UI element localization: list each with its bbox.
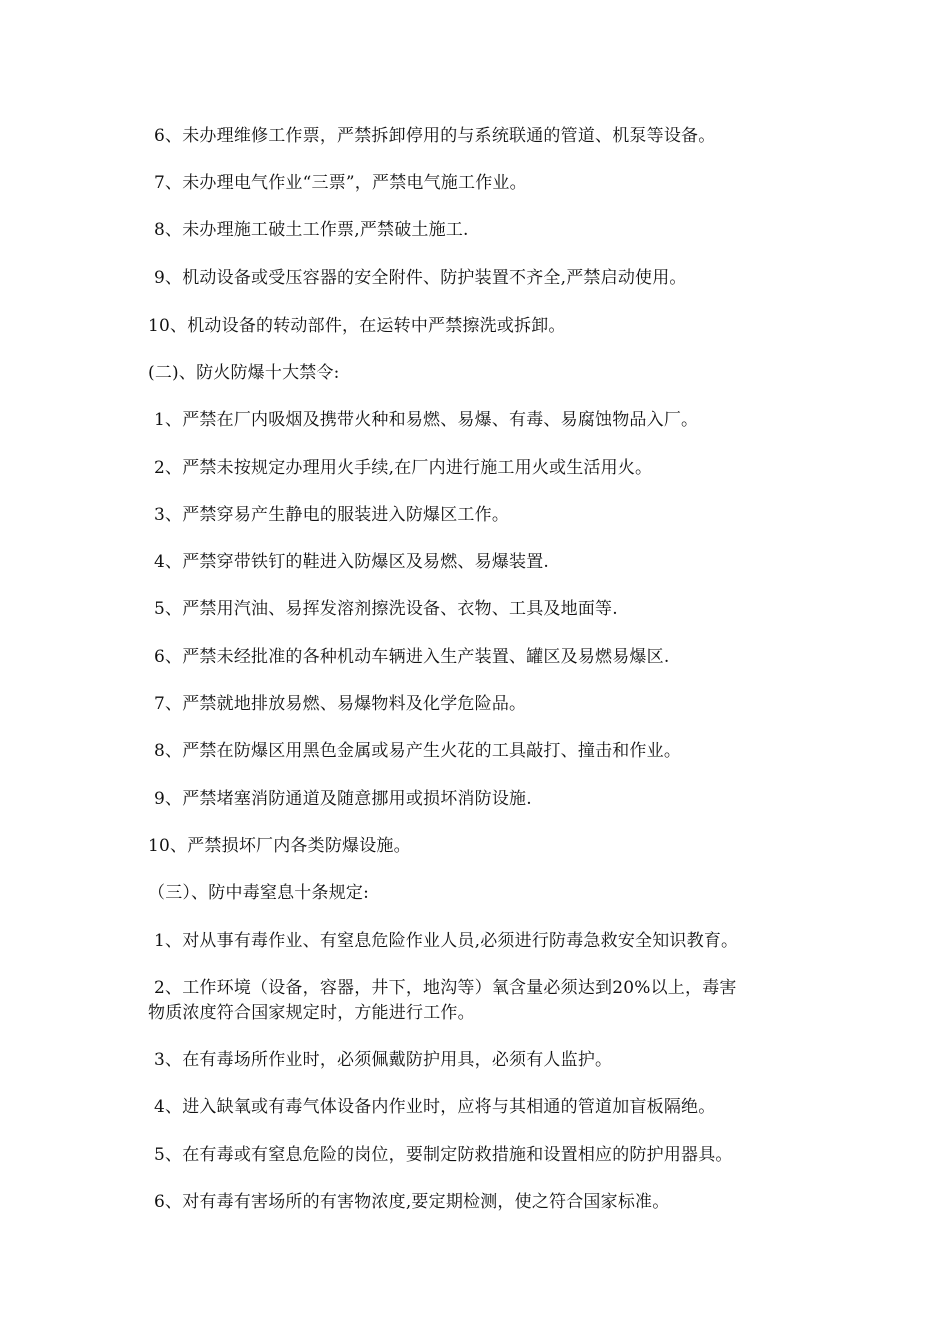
rule-line-6a: 6、未办理维修工作票，严禁拆卸停用的与系统联通的管道、机泵等设备。 xyxy=(154,126,716,146)
fire-rule-7: 7、严禁就地排放易燃、易爆物料及化学危险品。 xyxy=(154,694,527,714)
poison-rule-1: 1、对从事有毒作业、有窒息危险作业人员,必须进行防毒急救安全知识教育。 xyxy=(154,931,739,951)
poison-rule-3: 3、在有毒场所作业时，必须佩戴防护用具，必须有人监护。 xyxy=(154,1050,613,1070)
fire-rule-8: 8、严禁在防爆区用黑色金属或易产生火花的工具敲打、撞击和作业。 xyxy=(154,741,682,761)
section-heading-poison-suffocation: （三）、防中毒窒息十条规定: xyxy=(148,883,370,903)
poison-rule-2-part2: 物质浓度符合国家规定时，方能进行工作。 xyxy=(148,1003,475,1023)
fire-rule-1: 1、严禁在厂内吸烟及携带火种和易燃、易爆、有毒、易腐蚀物品入厂。 xyxy=(154,410,699,430)
rule-line-10a: 10、机动设备的转动部件，在运转中严禁擦洗或拆卸。 xyxy=(148,316,566,336)
poison-rule-2-part1: 2、工作环境（设备，容器，井下，地沟等）氧含量必须达到20%以上，毒害 xyxy=(154,978,737,998)
fire-rule-3: 3、严禁穿易产生静电的服装进入防爆区工作。 xyxy=(154,505,510,525)
fire-rule-9: 9、严禁堵塞消防通道及随意挪用或损坏消防设施. xyxy=(154,789,532,809)
fire-rule-10: 10、严禁损坏厂内各类防爆设施。 xyxy=(148,836,411,856)
fire-rule-2: 2、严禁未按规定办理用火手续,在厂内进行施工用火或生活用火。 xyxy=(154,458,653,478)
fire-rule-6: 6、严禁未经批准的各种机动车辆进入生产装置、罐区及易燃易爆区. xyxy=(154,647,670,667)
rule-line-8a: 8、未办理施工破土工作票,严禁破土施工. xyxy=(154,220,469,240)
section-heading-fire-explosion: (二)、防火防爆十大禁令: xyxy=(148,363,340,383)
poison-rule-5: 5、在有毒或有窒息危险的岗位，要制定防救措施和设置相应的防护用器具。 xyxy=(154,1145,733,1165)
poison-rule-6: 6、对有毒有害场所的有害物浓度,要定期检测，使之符合国家标准。 xyxy=(154,1192,670,1212)
rule-line-9a: 9、机动设备或受压容器的安全附件、防护装置不齐全,严禁启动使用。 xyxy=(154,268,687,288)
fire-rule-5: 5、严禁用汽油、易挥发溶剂擦洗设备、衣物、工具及地面等. xyxy=(154,599,618,619)
poison-rule-4: 4、进入缺氧或有毒气体设备内作业时，应将与其相通的管道加盲板隔绝。 xyxy=(154,1097,716,1117)
fire-rule-4: 4、严禁穿带铁钉的鞋进入防爆区及易燃、易爆装置. xyxy=(154,552,550,572)
rule-line-7a: 7、未办理电气作业“三票”，严禁电气施工作业。 xyxy=(154,173,527,193)
